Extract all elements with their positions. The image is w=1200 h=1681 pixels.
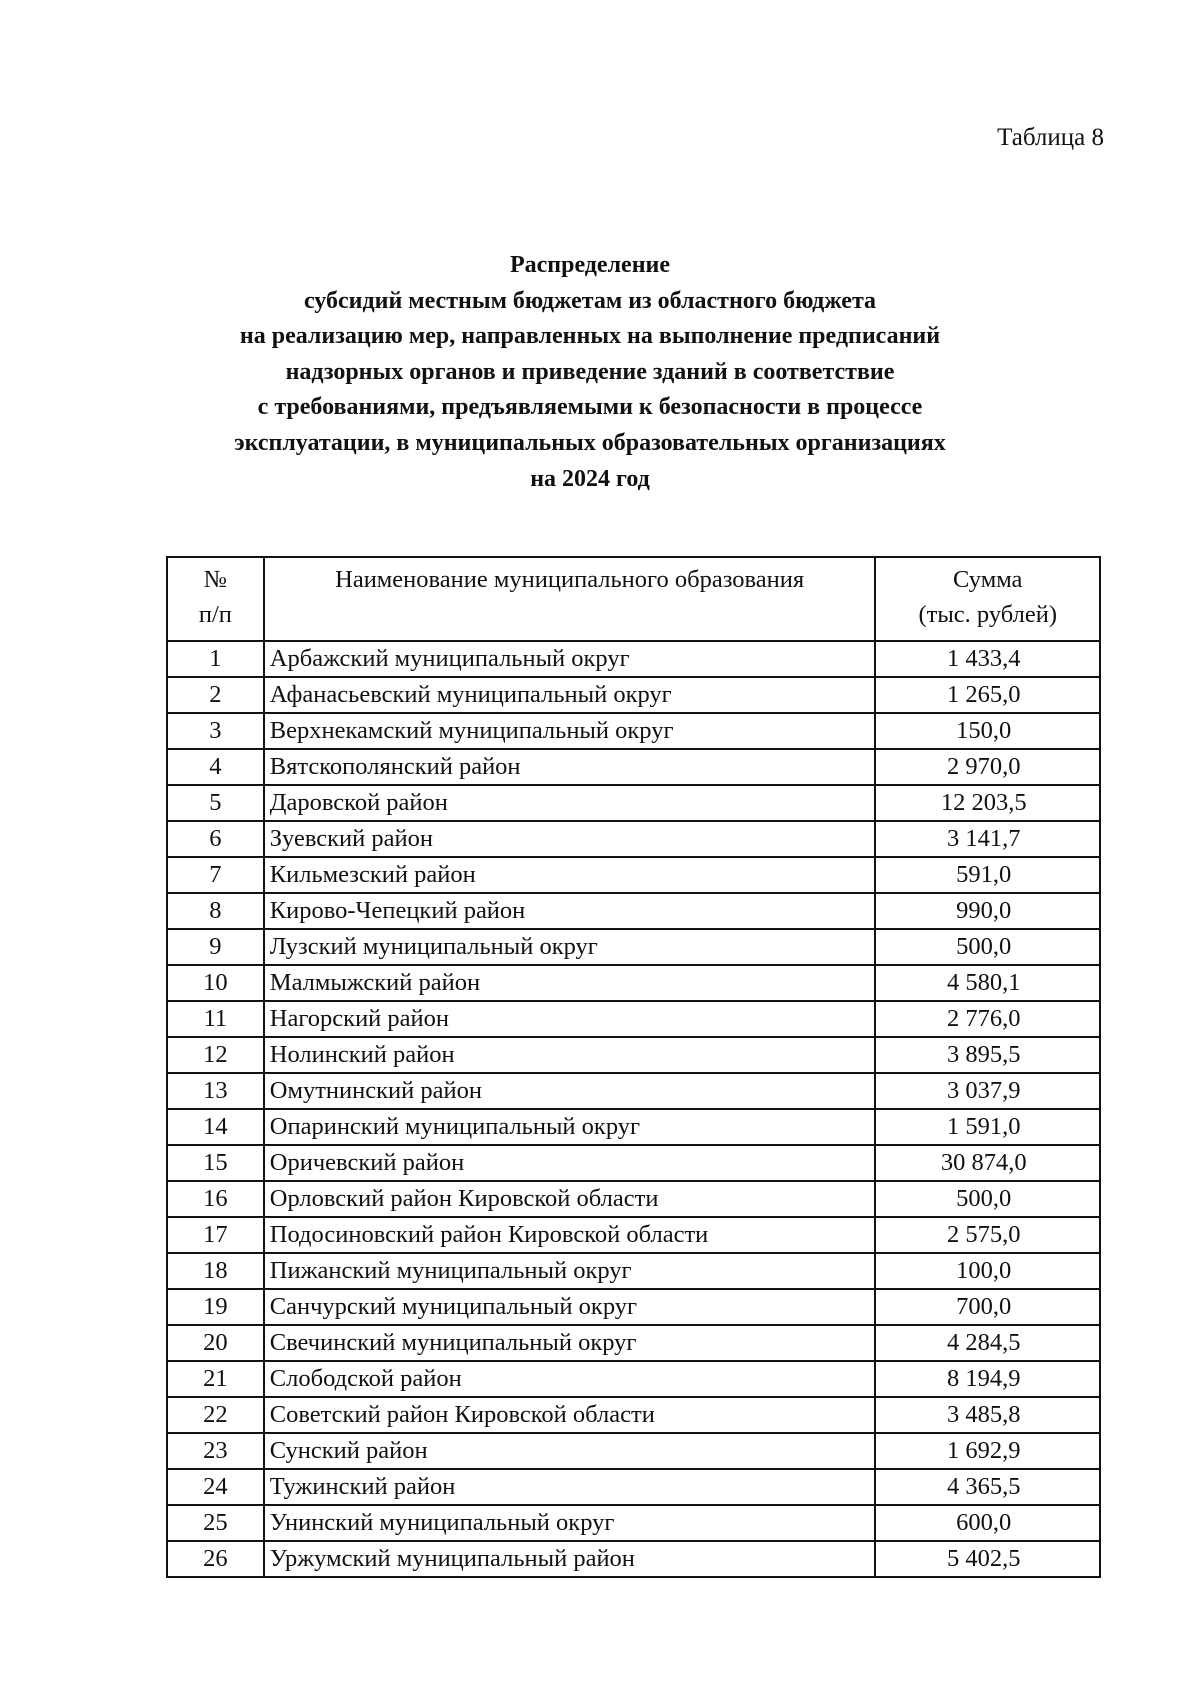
- table-row: [167, 1217, 1100, 1253]
- row-municipality-name: Сунский район: [264, 1433, 876, 1469]
- row-sum: 700,0: [875, 1289, 1100, 1325]
- row-municipality-name: Нолинский район: [264, 1037, 876, 1073]
- table-header-row: [167, 557, 1100, 641]
- row-number: 18: [167, 1253, 264, 1289]
- table-row: [167, 1541, 1100, 1577]
- table-row: [167, 857, 1100, 893]
- row-number: 26: [167, 1541, 264, 1577]
- table-row: [167, 1325, 1100, 1361]
- row-sum: 4 365,5: [875, 1469, 1100, 1505]
- row-municipality-name: Омутнинский район: [264, 1073, 876, 1109]
- table-row: [167, 1037, 1100, 1073]
- header-sum-line2: (тыс. рублей): [918, 601, 1057, 628]
- row-municipality-name: Пижанский муниципальный округ: [264, 1253, 876, 1289]
- row-municipality-name: Подосиновский район Кировской области: [264, 1217, 876, 1253]
- table-row: [167, 821, 1100, 857]
- row-number: 8: [167, 893, 264, 929]
- row-municipality-name: Верхнекамский муниципальный округ: [264, 713, 876, 749]
- row-municipality-name: Санчурский муниципальный округ: [264, 1289, 876, 1325]
- header-sum: [875, 557, 1100, 641]
- table-body: [167, 641, 1100, 1577]
- row-number: 16: [167, 1181, 264, 1217]
- row-number: 4: [167, 749, 264, 785]
- table-row: [167, 1109, 1100, 1145]
- row-number: 6: [167, 821, 264, 857]
- row-number: 14: [167, 1109, 264, 1145]
- row-municipality-name: Тужинский район: [264, 1469, 876, 1505]
- heading-line: эксплуатации, в муниципальных образовательных организациях: [234, 429, 946, 456]
- row-number: 19: [167, 1289, 264, 1325]
- row-municipality-name: Опаринский муниципальный округ: [264, 1109, 876, 1145]
- row-sum: 100,0: [875, 1253, 1100, 1289]
- row-sum: 591,0: [875, 857, 1100, 893]
- heading-line: на 2024 год: [530, 465, 650, 492]
- table-row: [167, 1145, 1100, 1181]
- row-sum: 1 692,9: [875, 1433, 1100, 1469]
- row-sum: 30 874,0: [875, 1145, 1100, 1181]
- row-sum: 3 037,9: [875, 1073, 1100, 1109]
- row-number: 1: [167, 641, 264, 677]
- row-sum: 1 591,0: [875, 1109, 1100, 1145]
- row-municipality-name: Унинский муниципальный округ: [264, 1505, 876, 1541]
- row-number: 3: [167, 713, 264, 749]
- row-municipality-name: Нагорский район: [264, 1001, 876, 1037]
- table-row: [167, 677, 1100, 713]
- header-number: [167, 557, 264, 641]
- row-municipality-name: Малмыжский район: [264, 965, 876, 1001]
- heading-line: Распределение: [509, 252, 671, 278]
- row-sum: 990,0: [875, 893, 1100, 929]
- row-number: 13: [167, 1073, 264, 1109]
- table-row: [167, 785, 1100, 821]
- table-row: [167, 929, 1100, 965]
- row-number: 7: [167, 857, 264, 893]
- table-label: Таблица 8: [997, 124, 1104, 151]
- row-number: 24: [167, 1469, 264, 1505]
- document-heading: [140, 248, 1040, 497]
- row-sum: 150,0: [875, 713, 1100, 749]
- row-sum: 2 970,0: [875, 749, 1100, 785]
- table-row: [167, 1397, 1100, 1433]
- heading-line: на реализацию мер, направленных на выполнение предписаний: [239, 323, 941, 350]
- row-number: 10: [167, 965, 264, 1001]
- row-sum: 500,0: [875, 929, 1100, 965]
- row-municipality-name: Зуевский район: [264, 821, 876, 857]
- row-municipality-name: Арбажский муниципальный округ: [264, 641, 876, 677]
- header-number-line2: п/п: [198, 601, 232, 628]
- row-sum: 5 402,5: [875, 1541, 1100, 1577]
- row-sum: 4 284,5: [875, 1325, 1100, 1361]
- table-row: [167, 1289, 1100, 1325]
- table-row: [167, 1001, 1100, 1037]
- row-sum: 8 194,9: [875, 1361, 1100, 1397]
- row-municipality-name: Советский район Кировской области: [264, 1397, 876, 1433]
- row-number: 20: [167, 1325, 264, 1361]
- table-row: [167, 1505, 1100, 1541]
- header-sum-line1: Сумма: [953, 566, 1023, 593]
- table-row: [167, 1073, 1100, 1109]
- row-number: 15: [167, 1145, 264, 1181]
- table-row: [167, 965, 1100, 1001]
- table-row: [167, 1469, 1100, 1505]
- row-sum: 500,0: [875, 1181, 1100, 1217]
- header-number-line1: №: [203, 566, 228, 593]
- row-sum: 1 265,0: [875, 677, 1100, 713]
- table-row: [167, 641, 1100, 677]
- row-municipality-name: Слободской район: [264, 1361, 876, 1397]
- table-row: [167, 1253, 1100, 1289]
- row-number: 11: [167, 1001, 264, 1037]
- table-row: [167, 1181, 1100, 1217]
- row-municipality-name: Уржумский муниципальный район: [264, 1541, 876, 1577]
- header-name: Наименование муниципального образования: [264, 557, 876, 641]
- row-municipality-name: Вятскополянский район: [264, 749, 876, 785]
- row-municipality-name: Лузский муниципальный округ: [264, 929, 876, 965]
- row-number: 21: [167, 1361, 264, 1397]
- row-number: 5: [167, 785, 264, 821]
- heading-line: субсидий местным бюджетам из областного бюджета: [303, 287, 877, 314]
- row-sum: 1 433,4: [875, 641, 1100, 677]
- row-municipality-name: Оричевский район: [264, 1145, 876, 1181]
- heading-line: с требованиями, предъявляемыми к безопасности в процессе: [257, 394, 923, 421]
- table-row: [167, 1433, 1100, 1469]
- table-row: [167, 713, 1100, 749]
- table-row: [167, 749, 1100, 785]
- row-number: 25: [167, 1505, 264, 1541]
- row-sum: 3 895,5: [875, 1037, 1100, 1073]
- heading-line: надзорных органов и приведение зданий в соответствие: [285, 358, 895, 385]
- row-municipality-name: Кирово-Чепецкий район: [264, 893, 876, 929]
- row-municipality-name: Свечинский муниципальный округ: [264, 1325, 876, 1361]
- subsidy-distribution-table: [166, 556, 1101, 1578]
- row-sum: 12 203,5: [875, 785, 1100, 821]
- row-sum: 3 141,7: [875, 821, 1100, 857]
- row-municipality-name: Орловский район Кировской области: [264, 1181, 876, 1217]
- row-sum: 600,0: [875, 1505, 1100, 1541]
- row-sum: 4 580,1: [875, 965, 1100, 1001]
- row-sum: 2 575,0: [875, 1217, 1100, 1253]
- row-number: 2: [167, 677, 264, 713]
- row-number: 22: [167, 1397, 264, 1433]
- row-number: 17: [167, 1217, 264, 1253]
- row-sum: 3 485,8: [875, 1397, 1100, 1433]
- row-municipality-name: Даровской район: [264, 785, 876, 821]
- row-municipality-name: Кильмезский район: [264, 857, 876, 893]
- table-row: [167, 1361, 1100, 1397]
- row-number: 9: [167, 929, 264, 965]
- row-number: 23: [167, 1433, 264, 1469]
- row-municipality-name: Афанасьевский муниципальный округ: [264, 677, 876, 713]
- table-row: [167, 893, 1100, 929]
- row-sum: 2 776,0: [875, 1001, 1100, 1037]
- row-number: 12: [167, 1037, 264, 1073]
